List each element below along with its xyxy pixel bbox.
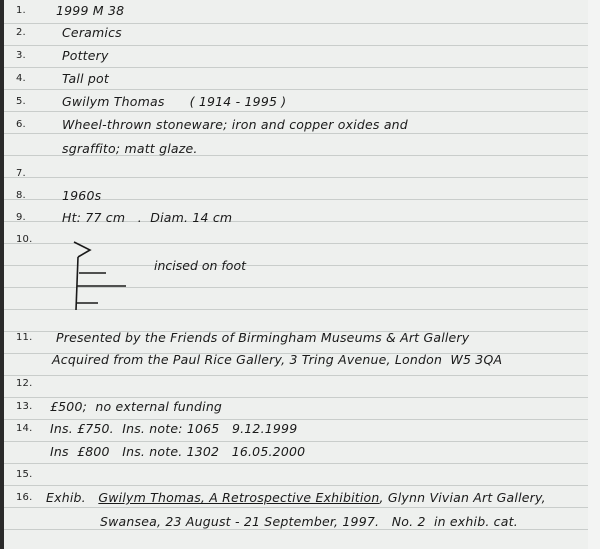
acquisition-source: Acquired from the Paul Rice Gallery, 3 Tring Avenue, London W5 3QA	[52, 352, 503, 367]
credit-line: Presented by the Friends of Birmingham Museums & Art Gallery	[56, 330, 470, 345]
purchase-price: £500; no external funding	[50, 399, 223, 414]
exhibition-venue: , Glynn Vivian Art Gallery,	[379, 490, 546, 505]
entry-number: 11.	[16, 332, 33, 343]
entry-number: 16.	[16, 492, 33, 503]
date: 1960s	[62, 188, 102, 203]
entry-6	[0, 117, 600, 139]
entry-11	[0, 330, 600, 352]
mark-note: incised on foot	[154, 258, 246, 273]
entry-14-cont	[0, 444, 600, 466]
entry-12	[0, 376, 600, 398]
entry-7	[0, 166, 600, 188]
entry-number: 5.	[16, 96, 26, 107]
insurance-value-2: Ins £800 Ins. note. 1302 16.05.2000	[50, 444, 306, 459]
entry-number: 1.	[16, 5, 26, 16]
exhibition-line-2: Swansea, 23 August - 21 September, 1997. No. 2 in exhib. cat.	[100, 514, 518, 529]
entry-6-cont	[0, 141, 600, 163]
entry-number: 2.	[16, 27, 26, 38]
entry-number: 13.	[16, 401, 33, 412]
entry-4	[0, 71, 600, 93]
entry-5	[0, 94, 600, 116]
entry-2	[0, 25, 600, 47]
exhibition-line-1	[46, 490, 546, 505]
entry-15	[0, 467, 600, 489]
object-name: Tall pot	[62, 71, 109, 86]
exhibition-label: Exhib.	[46, 490, 86, 505]
insurance-value-1: Ins. £750. Ins. note: 1065 9.12.1999	[50, 421, 298, 436]
entry-number: 6.	[16, 119, 26, 130]
entry-number: 9.	[16, 212, 26, 223]
entry-3	[0, 48, 600, 70]
accession-number: 1999 M 38	[56, 3, 125, 18]
entry-16	[0, 490, 600, 512]
exhibition-title: Gwilym Thomas, A Retrospective Exhibition	[98, 490, 380, 505]
entry-number: 4.	[16, 73, 26, 84]
materials-line-2: sgraffito; matt glaze.	[62, 141, 198, 156]
entry-11-cont	[0, 352, 600, 374]
entry-number: 14.	[16, 423, 33, 434]
maker: Gwilym Thomas ( 1914 - 1995 )	[62, 94, 287, 109]
entry-13	[0, 399, 600, 421]
entry-number: 8.	[16, 190, 26, 201]
entry-number: 15.	[16, 469, 33, 480]
entry-number: 7.	[16, 168, 26, 179]
entry-8	[0, 188, 600, 210]
dimensions: Ht: 77 cm . Diam. 14 cm	[62, 210, 233, 225]
object-type: Pottery	[62, 48, 109, 63]
entry-number: 10.	[16, 234, 33, 245]
entry-14	[0, 421, 600, 443]
entry-number: 3.	[16, 50, 26, 61]
entry-16-cont	[0, 514, 600, 536]
category: Ceramics	[62, 25, 122, 40]
incised-mark-icon	[62, 240, 132, 310]
materials-line-1: Wheel-thrown stoneware; iron and copper oxides and	[62, 117, 408, 132]
entry-9	[0, 210, 600, 232]
entry-1	[0, 3, 600, 25]
entry-number: 12.	[16, 378, 33, 389]
